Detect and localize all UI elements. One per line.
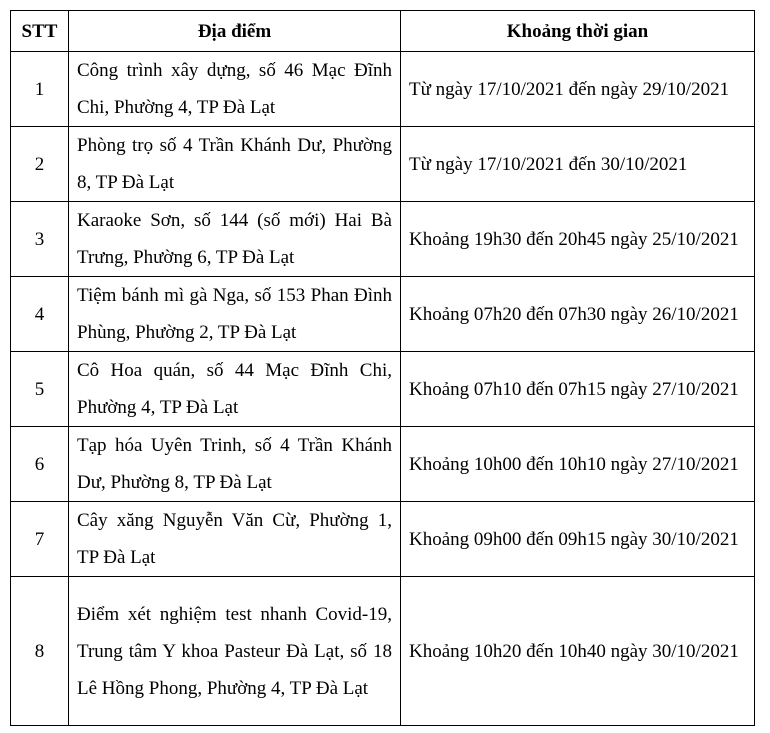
table-row bbox=[11, 352, 755, 427]
row-number: 8 bbox=[11, 577, 69, 726]
location-cell: Phòng trọ số 4 Trần Khánh Dư, Phường 8, TP Đà Lạt bbox=[69, 127, 401, 202]
location-cell: Điểm xét nghiệm test nhanh Covid-19, Trung tâm Y khoa Pasteur Đà Lạt, số 18 Lê Hồng Phong, Phường 4, TP Đà Lạt bbox=[69, 577, 401, 726]
location-cell: Cây xăng Nguyễn Văn Cừ, Phường 1, TP Đà Lạt bbox=[69, 502, 401, 577]
table-row bbox=[11, 277, 755, 352]
location-cell: Công trình xây dựng, số 46 Mạc Đĩnh Chi, Phường 4, TP Đà Lạt bbox=[69, 52, 401, 127]
table-row bbox=[11, 52, 755, 127]
location-cell: Tiệm bánh mì gà Nga, số 153 Phan Đình Phùng, Phường 2, TP Đà Lạt bbox=[69, 277, 401, 352]
row-number: 3 bbox=[11, 202, 69, 277]
table-row bbox=[11, 127, 755, 202]
header-time: Khoảng thời gian bbox=[401, 11, 755, 52]
time-cell: Khoảng 10h00 đến 10h10 ngày 27/10/2021 bbox=[401, 427, 755, 502]
row-number: 2 bbox=[11, 127, 69, 202]
location-cell: Cô Hoa quán, số 44 Mạc Đĩnh Chi, Phường 4, TP Đà Lạt bbox=[69, 352, 401, 427]
table-row bbox=[11, 427, 755, 502]
row-number: 4 bbox=[11, 277, 69, 352]
header-stt: STT bbox=[11, 11, 69, 52]
header-row bbox=[11, 11, 755, 52]
row-number: 1 bbox=[11, 52, 69, 127]
time-cell: Khoảng 07h20 đến 07h30 ngày 26/10/2021 bbox=[401, 277, 755, 352]
table-row bbox=[11, 502, 755, 577]
row-number: 7 bbox=[11, 502, 69, 577]
table-row bbox=[11, 577, 755, 726]
time-cell: Từ ngày 17/10/2021 đến 30/10/2021 bbox=[401, 127, 755, 202]
time-cell: Khoảng 10h20 đến 10h40 ngày 30/10/2021 bbox=[401, 577, 755, 726]
locations-table bbox=[10, 10, 755, 726]
row-number: 6 bbox=[11, 427, 69, 502]
location-cell: Tạp hóa Uyên Trinh, số 4 Trần Khánh Dư, Phường 8, TP Đà Lạt bbox=[69, 427, 401, 502]
time-cell: Từ ngày 17/10/2021 đến ngày 29/10/2021 bbox=[401, 52, 755, 127]
location-cell: Karaoke Sơn, số 144 (số mới) Hai Bà Trưng, Phường 6, TP Đà Lạt bbox=[69, 202, 401, 277]
table-row bbox=[11, 202, 755, 277]
time-cell: Khoảng 19h30 đến 20h45 ngày 25/10/2021 bbox=[401, 202, 755, 277]
header-location: Địa điểm bbox=[69, 11, 401, 52]
time-cell: Khoảng 07h10 đến 07h15 ngày 27/10/2021 bbox=[401, 352, 755, 427]
row-number: 5 bbox=[11, 352, 69, 427]
time-cell: Khoảng 09h00 đến 09h15 ngày 30/10/2021 bbox=[401, 502, 755, 577]
